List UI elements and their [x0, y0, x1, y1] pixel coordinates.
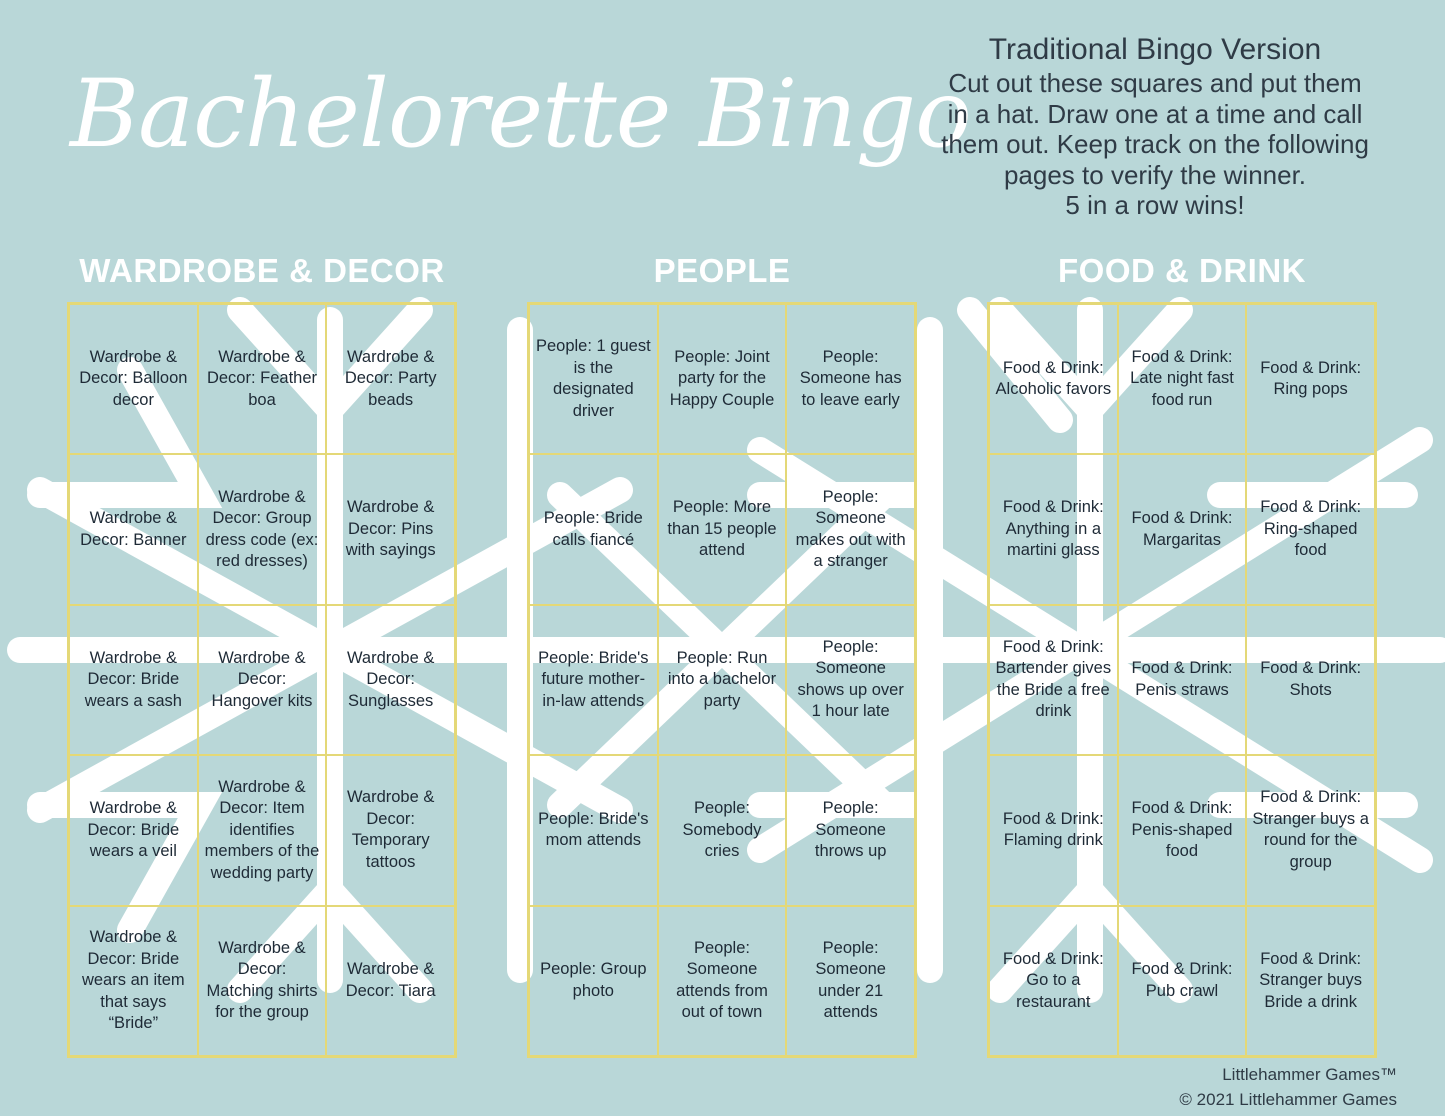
instructions-line: 5 in a row wins! [1065, 190, 1245, 220]
bingo-square-text: Wardrobe & Decor: Banner [80, 509, 187, 549]
bingo-square-text: Wardrobe & Decor: Sunglasses [346, 648, 435, 710]
bingo-square-text: Food & Drink: Shots [1260, 659, 1362, 699]
bingo-square-text: Wardrobe & Decor: Hangover kits [211, 648, 313, 710]
bingo-square-text: Food & Drink: Alcoholic favors [995, 358, 1112, 399]
bingo-square-text: People: Somebody cries [682, 799, 762, 861]
bingo-square-text: People: Someone makes out with a stranger [795, 487, 906, 571]
bingo-square [69, 755, 198, 905]
instructions-line: them out. Keep track on the following [941, 129, 1369, 159]
bingo-square [529, 454, 658, 604]
bingo-square-text: Food & Drink: Anything in a martini glass [1002, 498, 1104, 560]
bingo-square [1246, 906, 1375, 1056]
bingo-square-text: Food & Drink: Flaming drink [1002, 809, 1104, 850]
bingo-square-text: Food & Drink: Stranger buys a round for the group [1252, 788, 1369, 871]
section-title-people: PEOPLE [653, 252, 791, 289]
bingo-square [658, 755, 787, 905]
bingo-square-text: Wardrobe & Decor: Bride wears an item that says “Bride” [81, 928, 185, 1033]
bingo-square-text: Food & Drink: Penis straws [1131, 659, 1233, 699]
bingo-square-text: People: Someone shows up over 1 hour late [797, 637, 904, 721]
bingo-square-text: People: Bride's mom attends [538, 809, 649, 850]
bingo-square-text: People: Joint party for the Happy Couple [669, 347, 775, 409]
bingo-square [198, 755, 327, 905]
bingo-square-text: Food & Drink: Go to a restaurant [1002, 949, 1104, 1011]
bingo-square [989, 304, 1118, 454]
bingo-square-text: Wardrobe & Decor: Balloon decor [79, 347, 188, 409]
footer [1179, 1062, 1397, 1112]
bingo-square-text: Wardrobe & Decor: Tiara [345, 960, 436, 1000]
bingo-square [198, 304, 327, 454]
instructions [915, 32, 1395, 221]
bingo-square [989, 454, 1118, 604]
bingo-square [786, 906, 915, 1056]
footer-copyright: © 2021 Littlehammer Games [1179, 1090, 1397, 1109]
bingo-square-text: Wardrobe & Decor: Temporary tattoos [346, 788, 435, 871]
bingo-square [326, 454, 455, 604]
bingo-grid-people [527, 302, 917, 1058]
section-title-food-drink: FOOD & DRINK [1058, 252, 1306, 289]
bingo-square-text: People: Bride's future mother-in-law attends [538, 648, 649, 710]
bingo-square-text: People: Someone has to leave early [799, 347, 902, 409]
bingo-square-text: Wardrobe & Decor: Feather boa [206, 347, 318, 409]
bingo-square [529, 304, 658, 454]
bingo-square [786, 454, 915, 604]
bingo-square-text: People: Someone throws up [814, 799, 887, 861]
instructions-line: Cut out these squares and put them [948, 68, 1362, 98]
bingo-square [326, 605, 455, 755]
bingo-square [786, 755, 915, 905]
bingo-square [198, 454, 327, 604]
bingo-square-text: Food & Drink: Bartender gives the Bride a free drink [995, 637, 1112, 721]
bingo-square-text: Food & Drink: Stranger buys Bride a drink [1259, 949, 1363, 1011]
bingo-square [69, 605, 198, 755]
bingo-square [1246, 454, 1375, 604]
bingo-square [69, 906, 198, 1056]
bingo-square [529, 755, 658, 905]
bingo-square [529, 906, 658, 1056]
footer-brand: Littlehammer Games™ [1222, 1065, 1397, 1084]
bingo-square [198, 605, 327, 755]
bingo-square-text: Wardrobe & Decor: Party beads [344, 347, 437, 409]
bingo-square [1246, 605, 1375, 755]
bingo-square [69, 454, 198, 604]
bingo-square [529, 605, 658, 755]
bingo-square [658, 906, 787, 1056]
bingo-square [69, 304, 198, 454]
bingo-square [1246, 755, 1375, 905]
bingo-square-text: People: Someone attends from out of town [676, 938, 768, 1022]
page-title: Bachelorette Bingo [70, 60, 971, 169]
bingo-square-text: Wardrobe & Decor: Matching shirts for the group [206, 938, 318, 1022]
bingo-square-text: Food & Drink: Ring pops [1260, 358, 1362, 399]
bingo-square [658, 304, 787, 454]
bingo-grid-food-drink [987, 302, 1377, 1058]
bingo-square [658, 454, 787, 604]
bingo-square-text: Wardrobe & Decor: Bride wears a sash [84, 648, 182, 710]
bingo-square-text: Food & Drink: Pub crawl [1131, 960, 1233, 1000]
bingo-square [1118, 605, 1247, 755]
bingo-square-text: People: Bride calls fiancé [543, 509, 643, 549]
instructions-line: in a hat. Draw one at a time and call [947, 98, 1363, 129]
bingo-square [989, 755, 1118, 905]
bingo-square [658, 605, 787, 755]
instructions-heading: Traditional Bingo Version [988, 33, 1322, 66]
bingo-grid-wardrobe-decor [67, 302, 457, 1058]
bingo-square-text: Wardrobe & Decor: Item identifies members of the wedding party [204, 777, 320, 882]
bingo-square-text: People: Group photo [540, 960, 647, 1000]
bingo-square-text: Food & Drink: Late night fast food run [1130, 347, 1234, 409]
bingo-square-text: People: Run into a bachelor party [667, 648, 777, 710]
bingo-square [989, 605, 1118, 755]
bingo-square [1118, 304, 1247, 454]
bingo-square [326, 906, 455, 1056]
bingo-square [786, 605, 915, 755]
bingo-square-text: People: 1 guest is the designated driver [535, 337, 651, 420]
instructions-line: pages to verify the winner. [1003, 159, 1307, 190]
bingo-square [326, 755, 455, 905]
bingo-square [198, 906, 327, 1056]
bingo-square-text: Wardrobe & Decor: Group dress code (ex: red dresses) [205, 487, 319, 571]
bingo-square-text: Food & Drink: Margaritas [1131, 509, 1233, 549]
bingo-square [989, 906, 1118, 1056]
bingo-square-text: Wardrobe & Decor: Bride wears a veil [87, 799, 180, 861]
bingo-square [326, 304, 455, 454]
section-title-wardrobe-decor: WARDROBE & DECOR [79, 252, 445, 289]
bingo-square [1118, 454, 1247, 604]
bingo-square [1246, 304, 1375, 454]
bingo-square [1118, 755, 1247, 905]
bingo-square-text: Wardrobe & Decor: Pins with sayings [345, 498, 436, 560]
bingo-square-text: People: More than 15 people attend [667, 498, 777, 560]
bingo-square-text: Food & Drink: Penis-shaped food [1131, 799, 1233, 861]
bingo-square [786, 304, 915, 454]
bingo-square-text: Food & Drink: Ring-shaped food [1260, 498, 1362, 560]
bingo-square [1118, 906, 1247, 1056]
bingo-square-text: People: Someone under 21 attends [815, 938, 886, 1022]
